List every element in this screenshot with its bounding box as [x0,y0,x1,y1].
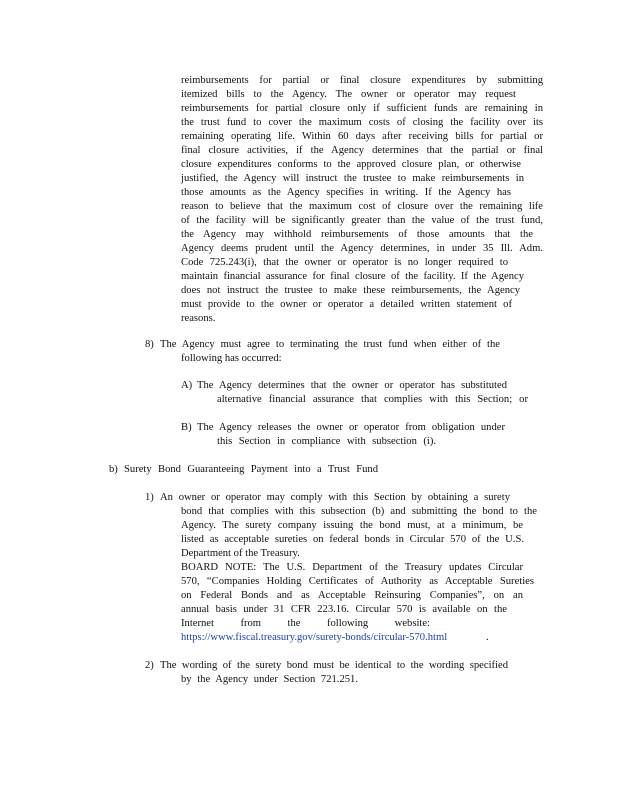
text-line: remaining operating life. Within 60 days after receiving bills for partial or [181,131,543,142]
text-line: listed as acceptable sureties on federal bonds in Circular 570 of the U.S. [181,534,524,545]
text-line: Code 725.243(i), that the owner or operator is no longer required to [181,257,508,268]
text-line: bond that complies with this subsection (b) and submitting the bond to the [181,506,537,517]
text-line: closure expenditures conforms to the approved closure plan, or otherwise [181,159,521,170]
text-line: reason to believe that the maximum cost of closure over the remaining life [181,201,543,212]
text-line: does not instruct the trustee to make these reimbursements, the Agency [181,285,520,296]
board-note-line: BOARD NOTE: The U.S. Department of the Treasury updates Circular [181,562,523,573]
board-note-line: annual basis under 31 CFR 223.16. Circular 570 is available on the [181,604,507,615]
text-line: maintain financial assurance for final closure of the facility. If the Agency [181,271,524,282]
text-line: following has occurred: [181,353,282,364]
section-number: b) [109,464,118,475]
text-line: justified, the Agency will instruct the trustee to make reimbursements in [181,173,524,184]
text-line: the Agency may withhold reimbursements of those amounts that the [181,229,533,240]
section-title: Surety Bond Guaranteeing Payment into a Trust Fund [124,464,378,475]
text-line: The Agency releases the owner or operator from obligation under [197,422,505,433]
text-line: this Section in compliance with subsection (i). [217,436,436,447]
text-line: must provide to the owner or operator a detailed written statement of [181,299,512,310]
text-line: Department of the Treasury. [181,548,300,559]
treasury-circular-570-link[interactable]: https://www.fiscal.treasury.gov/surety-bonds/circular-570.html [181,632,448,643]
text-line: The wording of the surety bond must be identical to the wording specified [160,660,508,671]
item-number: 2) [145,660,154,671]
text-line: The Agency must agree to terminating the trust fund when either of the [160,339,500,350]
text-line: alternative financial assurance that complies with this Section; or [217,394,528,405]
text-line: the trust fund to cover the maximum costs of closing the facility over its [181,117,543,128]
text-line: itemized bills to the Agency. The owner or operator may request [181,89,516,100]
board-note-line: Internet from the following website: [181,618,430,629]
text-line: Agency. The surety company issuing the bond must, at a minimum, be [181,520,523,531]
link-trailing-period: . [486,632,489,643]
text-line: The Agency determines that the owner or operator has substituted [197,380,507,391]
text-line: reimbursements for partial or final closure expenditures by submitting [181,75,543,86]
text-line: by the Agency under Section 721.251. [181,674,358,685]
board-note-line: on Federal Bonds and as Acceptable Reinsuring Companies”, on an [181,590,523,601]
board-note-line: 570, “Companies Holding Certificates of Authority as Acceptable Sureties [181,576,534,587]
text-line: of the facility will be significantly greater than the value of the trust fund, [181,215,543,226]
item-number: 1) [145,492,154,503]
item-number: A) [181,380,193,391]
text-line: those amounts as the Agency specifies in writing. If the Agency has [181,187,511,198]
text-line: final closure activities, if the Agency determines that the partial or final [181,145,543,156]
text-line: Agency deems prudent until the Agency determines, in under 35 Ill. Adm. [181,243,543,254]
item-number: B) [181,422,192,433]
text-line: An owner or operator may comply with this Section by obtaining a surety [160,492,510,503]
text-line: reimbursements for partial closure only if sufficient funds are remaining in [181,103,543,114]
item-number: 8) [145,339,154,350]
text-line: reasons. [181,313,216,324]
